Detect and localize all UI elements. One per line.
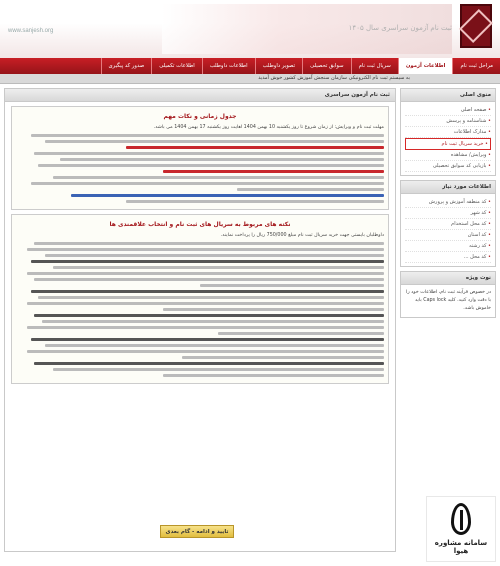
text-line [34,242,384,245]
text-line [42,320,384,323]
text-line [45,344,384,347]
menu-item-edit[interactable]: • ویرایش/ مشاهده [405,150,491,161]
menu-item-documents[interactable]: • مدارک اطلاعات [405,127,491,138]
text-line [45,254,384,257]
welcome-bar [0,74,500,84]
serial-panel [11,214,389,384]
text-line [27,350,384,353]
menu-item-recover-code[interactable]: • بازیابی کد سوابق تحصیلی [405,161,491,172]
nav-item-photo[interactable]: تصویر داوطلب [255,58,302,74]
serial-heading: نکته های مربوط به سریال های ثبت نام و انتخاب علاقمندی ها [109,221,291,228]
nav-item-steps[interactable]: مراحل ثبت نام [452,58,500,74]
text-line [31,290,384,293]
header-title: ثبت نام آزمون سراسری سال ۱۴۰۵ [348,24,452,32]
welcome-text: به سیستم ثبت نام الکترونیکی سازمان سنجش آموزش کشور خوش آمدید [258,75,410,81]
brand-badge [426,496,496,562]
main-nav [0,58,500,74]
text-line [126,200,384,203]
text-line [218,332,384,335]
site-header [0,0,500,58]
info-item[interactable]: • کد شهر [405,208,491,219]
notes-title: نوت ویژه [401,272,495,285]
text-line [163,374,384,377]
brand-name: سامانه مشاوره هیوا [434,539,488,555]
info-box [400,180,496,267]
text-line [163,170,384,173]
feather-logo-icon [451,503,471,535]
text-line [182,356,384,359]
main-content [4,88,396,552]
sidebar [400,88,496,322]
text-line [126,146,384,149]
text-line [34,314,384,317]
nav-item-additional[interactable]: اطلاعات تکمیلی [151,58,202,74]
menu-item-home[interactable]: • صفحه اصلی [405,105,491,116]
info-item[interactable]: • کد محل ... [405,252,491,263]
menu-item-profile[interactable]: • شناسنامه و پرسش [405,116,491,127]
continue-next-step-button[interactable]: تایید و ادامه - گام بعدی [160,525,234,538]
text-line [53,368,384,371]
text-line [27,248,384,251]
text-line [27,272,384,275]
text-line [31,260,384,263]
text-line [34,278,384,281]
text-line [27,302,384,305]
text-line [53,266,384,269]
schedule-text: مهلت ثبت نام و ویرایش: از زمان شروع تا روز یکشنبه 10 بهمن 1404 لغایت روز یکشنبه 17 بهمن 1404 می باشد. [153,125,384,130]
text-line [27,326,384,329]
schedule-panel [11,106,389,210]
notes-box [400,271,496,318]
text-line [60,158,384,161]
text-line [53,176,384,179]
text-line [34,362,384,365]
text-line [163,308,384,311]
info-item[interactable]: • کد منطقه آموزش و پرورش [405,197,491,208]
info-title: اطلاعات مورد نیاز [401,181,495,194]
nav-item-exam-info[interactable]: اطلاعات آزمون [398,58,453,74]
text-line [38,296,384,299]
main-menu-box [400,88,496,176]
nav-item-applicant[interactable]: اطلاعات داوطلب [202,58,255,74]
main-menu-title: منوی اصلی [401,89,495,102]
text-line [34,152,384,155]
text-line [38,164,384,167]
nav-item-education[interactable]: سوابق تحصیلی [302,58,350,74]
text-line [31,182,384,185]
text-line [31,134,384,137]
serial-text: داوطلبان بایستی جهت خرید سریال ثبت نام مبلغ 750/000 ریال را پرداخت نمایند. [220,233,384,238]
info-item[interactable]: • کد رشته [405,241,491,252]
info-item[interactable]: • کد محل استخدام [405,219,491,230]
info-item[interactable]: • کد استان [405,230,491,241]
text-line [200,284,384,287]
text-line [45,140,384,143]
text-line [71,194,384,197]
notes-text: در خصوص فرآیند ثبت نام، اطلاعات خود را با دقت وارد کنید. کلید Caps lock باید خاموش باشد. [406,290,491,311]
menu-item-buy-serial[interactable]: • خرید سریال ثبت نام [405,138,491,150]
sanjesh-logo-icon [460,4,492,48]
site-watermark: www.sanjesh.org [8,28,54,34]
nav-item-tracking-code[interactable]: صدور کد پیگیری [101,58,152,74]
schedule-heading: جدول زمانی و نکات مهم [163,113,237,120]
text-line [237,188,384,191]
nav-item-serial[interactable]: سریال ثبت نام [351,58,398,74]
main-title: ثبت نام آزمون سراسری [5,89,395,102]
text-line [31,338,384,341]
